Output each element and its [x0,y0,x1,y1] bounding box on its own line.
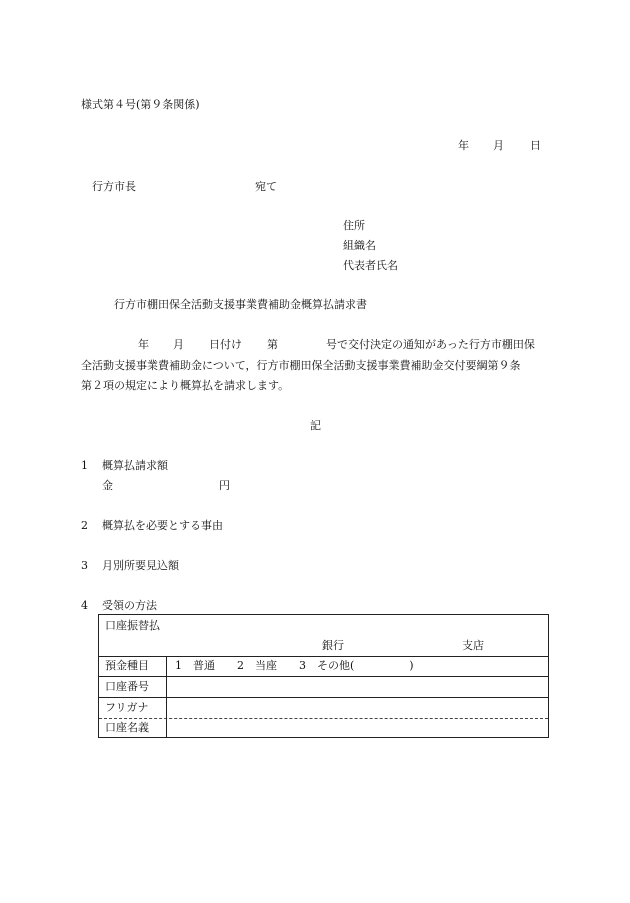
furigana-label: フリガナ [99,698,167,718]
addressee-mayor: 行方市長 [92,180,136,193]
body-month-label: 月 [173,338,184,351]
transfer-label: 口座振替払 [105,619,160,632]
item-1-number: 1 [81,459,88,472]
body-line3: 第２項の規定により概算払を請求します。 [81,379,290,392]
form-number: 様式第４号(第９条関係) [81,98,200,111]
addressee-to: 宛て [255,180,277,193]
body-date-suffix: 日付け [209,338,242,351]
account-name-row [99,718,548,738]
body-year-label: 年 [138,338,149,351]
item-2-number: 2 [81,519,88,532]
date-month-label: 月 [493,139,504,152]
item-1-label: 概算払請求額 [102,459,168,472]
amount-kin: 金 [102,479,113,492]
applicant-representative-label: 代表者氏名 [343,259,398,272]
body-line2: 全活動支援事業費補助金について，行方市棚田保全活動支援事業費補助金交付要綱第９条 [81,359,521,372]
applicant-address-label: 住所 [343,219,365,232]
account-name-label: 口座名義 [99,718,167,738]
applicant-organization-label: 組織名 [343,239,376,252]
ki-heading: 記 [310,419,321,432]
item-3-number: 3 [81,559,88,572]
item-3-label: 月別所要見込額 [102,559,179,572]
account-table [98,614,549,738]
date-day-label: 日 [530,139,541,152]
item-4-number: 4 [81,599,88,612]
date-year-label: 年 [458,139,469,152]
item-2-label: 概算払を必要とする事由 [102,519,223,532]
bank-label: 銀行 [322,639,344,652]
deposit-type-label: 預金種目 [99,656,167,676]
body-line1-rest: 号で交付決定の通知があった行方市棚田保 [326,338,535,351]
account-table-header [99,615,548,657]
deposit-type-options: 1 普通 2 当座 3 その他( ) [175,659,414,672]
document-title: 行方市棚田保全活動支援事業費補助金概算払請求書 [114,298,367,311]
account-number-row [99,677,548,698]
deposit-type-row [99,656,548,677]
furigana-row [99,698,548,719]
amount-yen: 円 [219,479,230,492]
body-number-prefix: 第 [267,338,278,351]
item-4-label: 受領の方法 [102,599,157,612]
account-number-label: 口座番号 [99,677,167,697]
branch-label: 支店 [462,639,484,652]
